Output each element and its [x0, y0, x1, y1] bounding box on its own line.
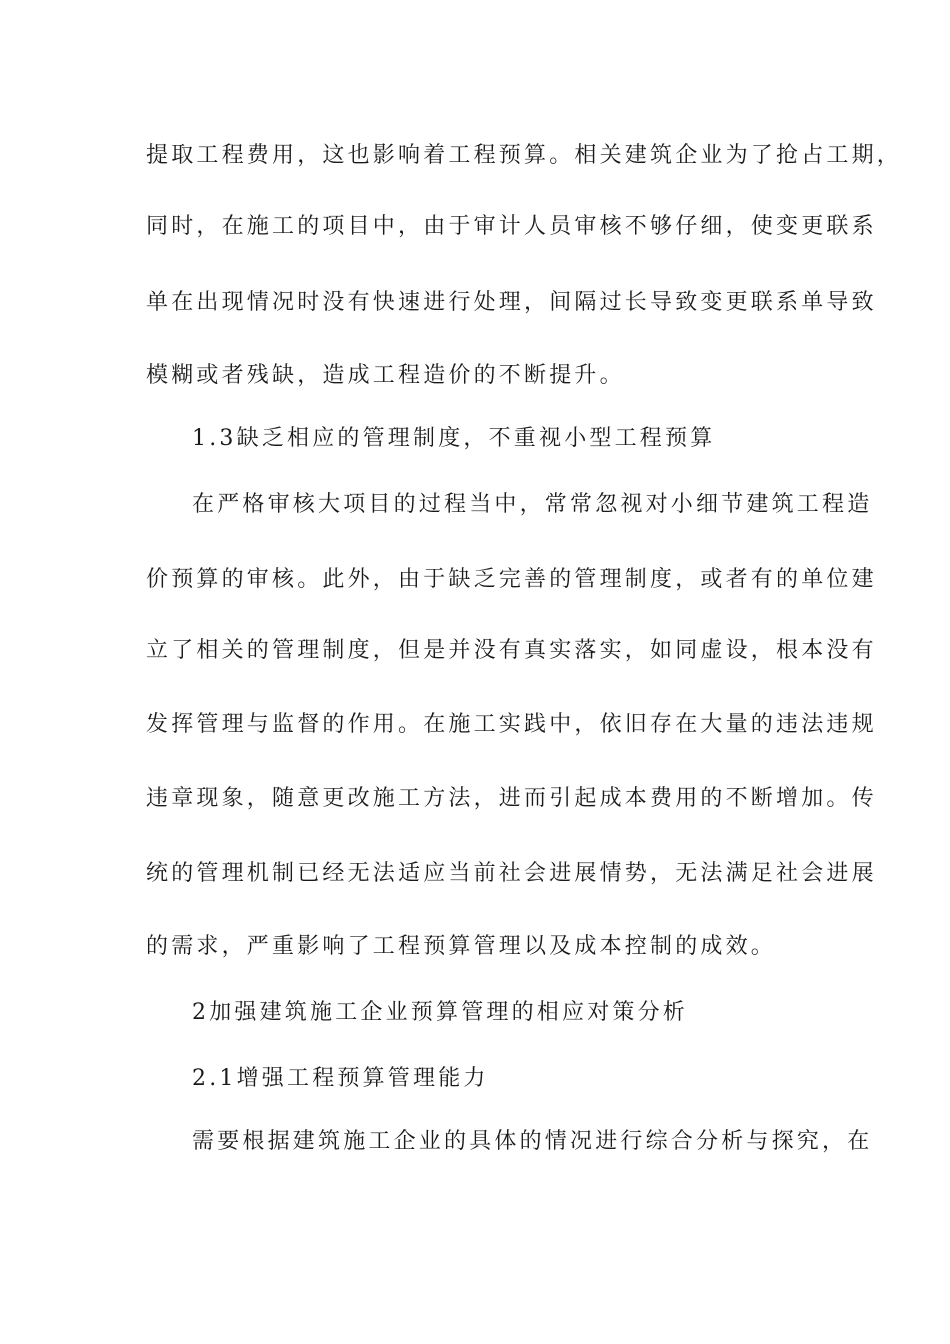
paragraph-line: 的需求，严重影响了工程预算管理以及成本控制的成效。 [146, 934, 777, 959]
paragraph-line: 立了相关的管理制度，但是并没有真实落实，如同虚设，根本没有 [146, 638, 877, 663]
section-heading: 1.3缺乏相应的管理制度，不重视小型工程预算 [192, 426, 716, 451]
section-heading: 2加强建筑施工企业预算管理的相应对策分析 [192, 1000, 688, 1025]
paragraph-line: 同时，在施工的项目中，由于审计人员审核不够仔细，使变更联系 [146, 214, 877, 239]
paragraph-line: 模糊或者残缺，造成工程造价的不断提升。 [146, 363, 625, 388]
paragraph-line: 需要根据建筑施工企业的具体的情况进行综合分析与探究，在 [192, 1129, 873, 1154]
paragraph-line: 价预算的审核。此外，由于缺乏完善的管理制度，或者有的单位建 [146, 567, 877, 592]
paragraph-line: 提取工程费用，这也影响着工程预算。相关建筑企业为了抢占工期， [146, 143, 903, 168]
paragraph-line: 发挥管理与监督的作用。在施工实践中，依旧存在大量的违法违规 [146, 712, 877, 737]
paragraph-line: 单在出现情况时没有快速进行处理，间隔过长导致变更联系单导致 [146, 290, 877, 315]
paragraph-line: 统的管理机制已经无法适应当前社会进展情势，无法满足社会进展 [146, 861, 877, 886]
subsection-heading: 2.1增强工程预算管理能力 [192, 1066, 489, 1091]
paragraph-line: 在严格审核大项目的过程当中，常常忽视对小细节建筑工程造 [192, 492, 873, 517]
paragraph-line: 违章现象，随意更改施工方法，进而引起成本费用的不断增加。传 [146, 786, 877, 811]
